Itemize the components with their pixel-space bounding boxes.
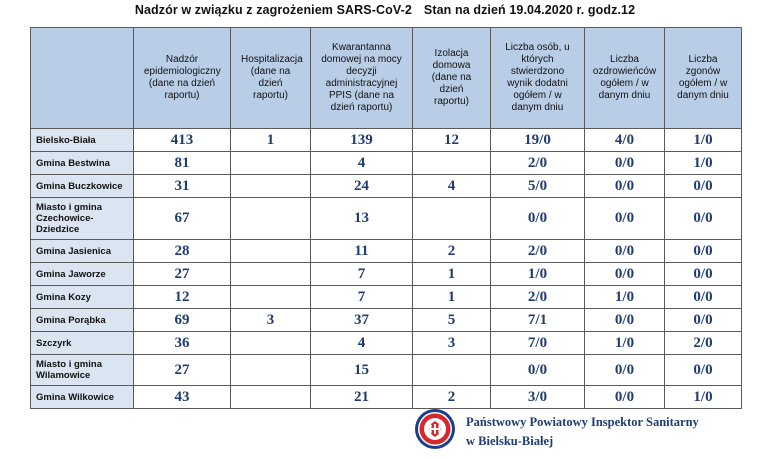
header-cell: Izolacja domowa (dane na dzień raportu) [413, 28, 491, 129]
row-name: Gmina Kozy [31, 286, 134, 309]
cell-zgony: 1/0 [665, 129, 742, 152]
cell-hosp [231, 386, 311, 409]
row-name: Miasto i gmina Czechowice-Dziedzice [31, 198, 134, 240]
cell-kwar: 13 [311, 198, 413, 240]
header-cell: Liczba ozdrowieńców ogółem / w danym dniu [585, 28, 665, 129]
table-row [31, 386, 742, 409]
cell-ozdrow: 0/0 [585, 240, 665, 263]
cell-dodatni: 7/0 [491, 332, 585, 355]
cell-zgony: 0/0 [665, 175, 742, 198]
cell-izol: 12 [413, 129, 491, 152]
header-cell: Nadzór epidemiologiczny (dane na dzień raportu) [134, 28, 231, 129]
cell-nadzor: 27 [134, 355, 231, 386]
cell-kwar: 4 [311, 152, 413, 175]
row-name: Bielsko-Biała [31, 129, 134, 152]
row-name: Gmina Porąbka [31, 309, 134, 332]
sanepid-seal-icon [414, 408, 456, 450]
header-cell: Kwarantanna domowej na mocy decyzji administracyjnej PPIS (dane na dzień raportu) [311, 28, 413, 129]
row-name: Gmina Wilkowice [31, 386, 134, 409]
cell-izol [413, 355, 491, 386]
cell-hosp [231, 286, 311, 309]
table-row [31, 152, 742, 175]
cell-kwar: 11 [311, 240, 413, 263]
cell-zgony: 0/0 [665, 309, 742, 332]
cell-izol: 5 [413, 309, 491, 332]
row-name: Szczyrk [31, 332, 134, 355]
cell-izol [413, 152, 491, 175]
cell-zgony: 0/0 [665, 263, 742, 286]
cell-kwar: 139 [311, 129, 413, 152]
table-header-row [31, 28, 742, 129]
cell-ozdrow: 0/0 [585, 263, 665, 286]
cell-kwar: 37 [311, 309, 413, 332]
cell-nadzor: 81 [134, 152, 231, 175]
cell-ozdrow: 0/0 [585, 198, 665, 240]
cell-hosp [231, 152, 311, 175]
cell-ozdrow: 0/0 [585, 309, 665, 332]
cell-izol: 2 [413, 240, 491, 263]
title-part2: Stan na dzień 19.04.2020 r. godz.12 [423, 3, 636, 17]
table-row [31, 309, 742, 332]
table-row [31, 355, 742, 386]
cell-dodatni: 0/0 [491, 355, 585, 386]
cell-hosp [231, 198, 311, 240]
cell-izol: 3 [413, 332, 491, 355]
cell-zgony: 1/0 [665, 386, 742, 409]
cell-nadzor: 12 [134, 286, 231, 309]
cell-kwar: 15 [311, 355, 413, 386]
cell-ozdrow: 0/0 [585, 175, 665, 198]
table-row [31, 175, 742, 198]
row-name: Gmina Bestwina [31, 152, 134, 175]
cell-nadzor: 67 [134, 198, 231, 240]
cell-hosp [231, 263, 311, 286]
cell-nadzor: 27 [134, 263, 231, 286]
cell-dodatni: 0/0 [491, 198, 585, 240]
cell-hosp [231, 355, 311, 386]
header-cell: Liczba zgonów ogółem / w danym dniu [665, 28, 742, 129]
table-row [31, 198, 742, 240]
cell-dodatni: 3/0 [491, 386, 585, 409]
footer-text [466, 413, 699, 451]
cell-dodatni: 2/0 [491, 240, 585, 263]
table-row [31, 332, 742, 355]
title-part1: Nadzór w związku z zagrożeniem SARS-CoV-2 [134, 3, 412, 17]
cell-nadzor: 28 [134, 240, 231, 263]
row-name: Gmina Jasienica [31, 240, 134, 263]
covid-table [30, 27, 742, 409]
cell-hosp: 1 [231, 129, 311, 152]
cell-dodatni: 2/0 [491, 152, 585, 175]
cell-izol: 4 [413, 175, 491, 198]
document-title [0, 3, 770, 17]
cell-ozdrow: 0/0 [585, 355, 665, 386]
cell-zgony: 0/0 [665, 240, 742, 263]
cell-zgony: 1/0 [665, 152, 742, 175]
cell-kwar: 24 [311, 175, 413, 198]
cell-nadzor: 31 [134, 175, 231, 198]
cell-zgony: 0/0 [665, 198, 742, 240]
cell-dodatni: 5/0 [491, 175, 585, 198]
cell-dodatni: 2/0 [491, 286, 585, 309]
row-name: Miasto i gmina Wilamowice [31, 355, 134, 386]
cell-nadzor: 413 [134, 129, 231, 152]
cell-ozdrow: 1/0 [585, 332, 665, 355]
table-row [31, 263, 742, 286]
cell-kwar: 21 [311, 386, 413, 409]
cell-ozdrow: 0/0 [585, 386, 665, 409]
table-row [31, 286, 742, 309]
footer [414, 408, 754, 454]
header-cell: Liczba osób, u których stwierdzono wynik dodatni ogółem / w danym dniu [491, 28, 585, 129]
cell-nadzor: 36 [134, 332, 231, 355]
cell-ozdrow: 0/0 [585, 152, 665, 175]
row-name: Gmina Jaworze [31, 263, 134, 286]
cell-ozdrow: 1/0 [585, 286, 665, 309]
cell-izol: 1 [413, 263, 491, 286]
cell-nadzor: 69 [134, 309, 231, 332]
cell-ozdrow: 4/0 [585, 129, 665, 152]
cell-kwar: 4 [311, 332, 413, 355]
cell-kwar: 7 [311, 263, 413, 286]
table-row [31, 240, 742, 263]
cell-zgony: 2/0 [665, 332, 742, 355]
cell-hosp [231, 240, 311, 263]
header-cell: Hospitalizacja (dane na dzień raportu) [231, 28, 311, 129]
row-name: Gmina Buczkowice [31, 175, 134, 198]
cell-hosp [231, 332, 311, 355]
inspector-city: w Bielsku-Białej [466, 434, 554, 448]
cell-hosp: 3 [231, 309, 311, 332]
cell-izol: 1 [413, 286, 491, 309]
cell-zgony: 0/0 [665, 355, 742, 386]
header-cell [31, 28, 134, 129]
cell-kwar: 7 [311, 286, 413, 309]
cell-nadzor: 43 [134, 386, 231, 409]
cell-izol [413, 198, 491, 240]
cell-izol: 2 [413, 386, 491, 409]
cell-dodatni: 1/0 [491, 263, 585, 286]
inspector-name: Państwowy Powiatowy Inspektor Sanitarny [466, 415, 699, 429]
cell-zgony: 0/0 [665, 286, 742, 309]
cell-dodatni: 7/1 [491, 309, 585, 332]
table-row [31, 129, 742, 152]
cell-hosp [231, 175, 311, 198]
cell-dodatni: 19/0 [491, 129, 585, 152]
